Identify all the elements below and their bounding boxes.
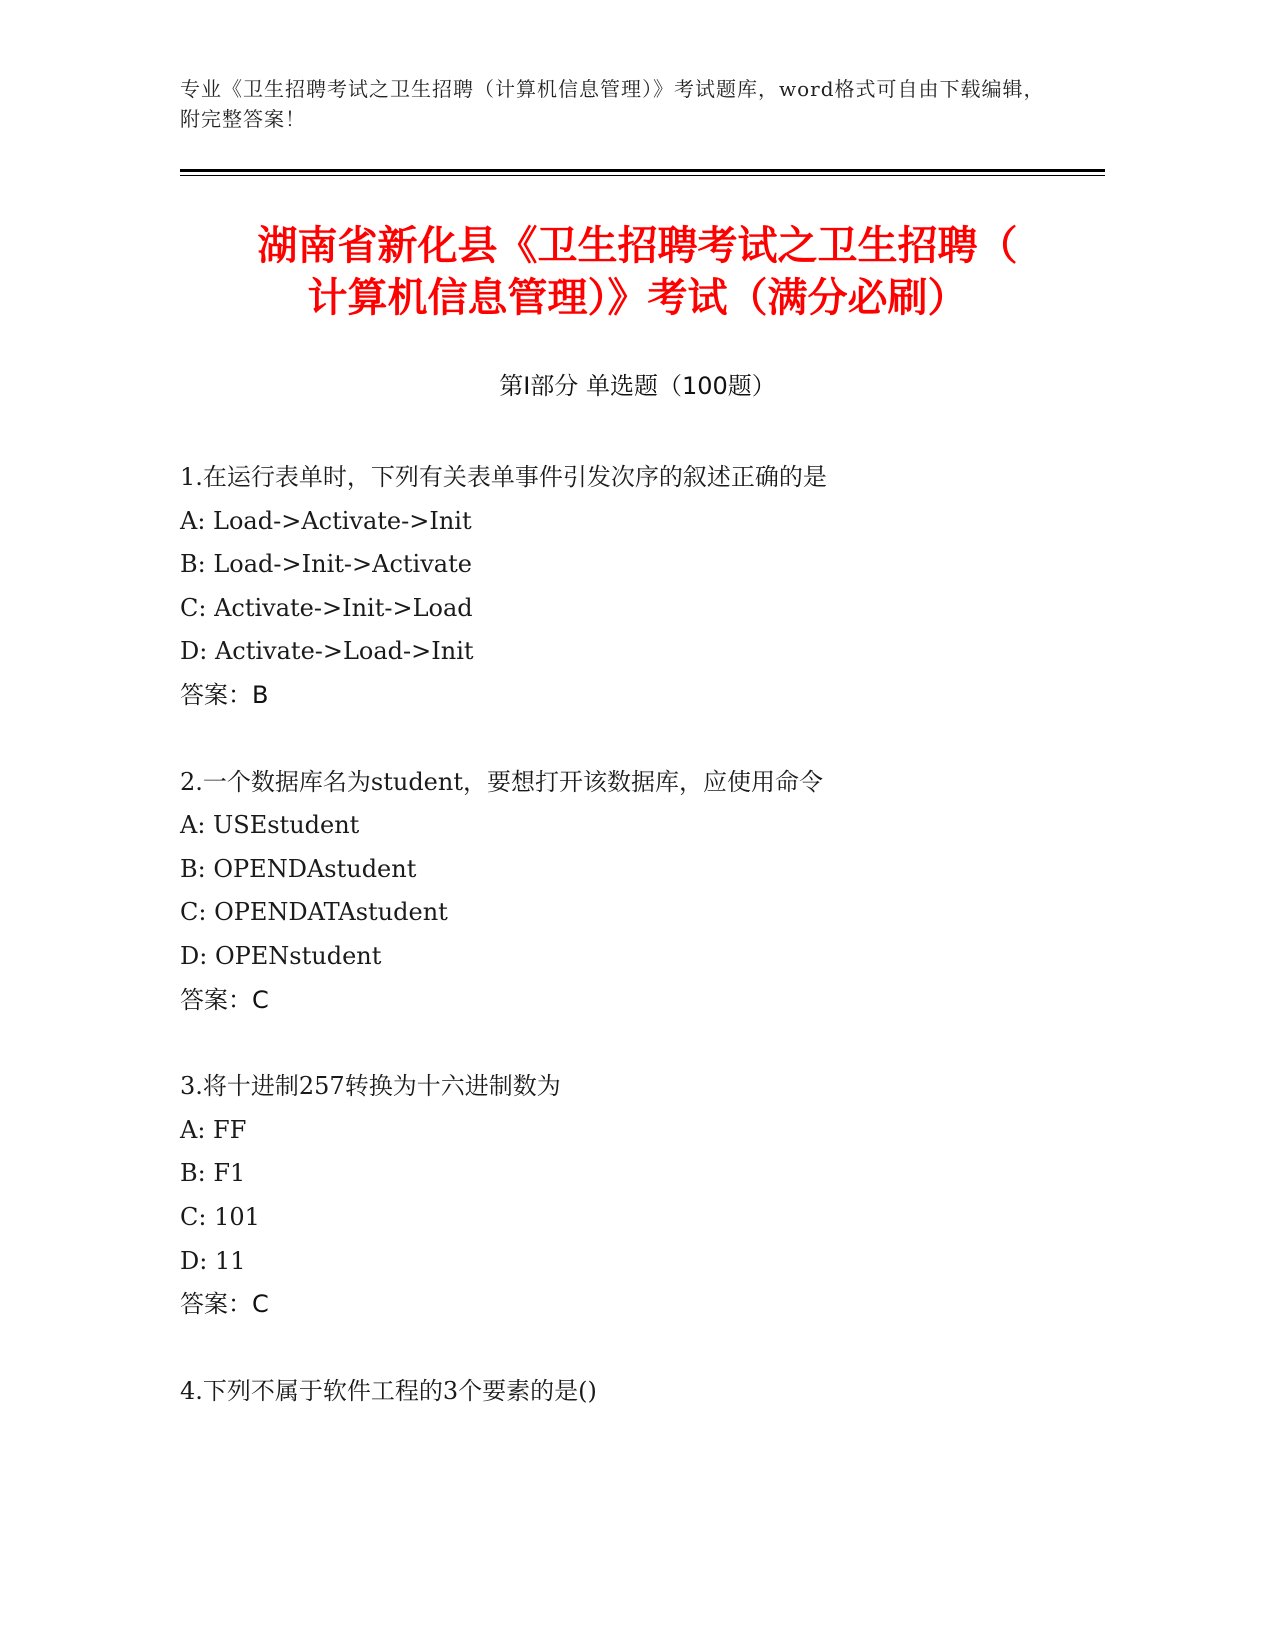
question-stem: 2.一个数据库名为student，要想打开该数据库，应使用命令: [180, 767, 823, 796]
question-stem: 4.下列不属于软件工程的3个要素的是(): [180, 1376, 597, 1405]
header-divider-thick: [180, 169, 1105, 172]
answer-line: 答案：B: [180, 680, 269, 709]
option-a: A: Load->Activate->Init: [180, 506, 472, 535]
option-d: D: OPENstudent: [180, 941, 382, 970]
option-c: C: Activate->Init->Load: [180, 593, 473, 622]
document-title: [150, 220, 1125, 324]
header-divider-thin: [180, 175, 1105, 176]
option-b: B: OPENDAstudent: [180, 854, 417, 883]
question-4: [180, 1370, 1100, 1414]
document-title-line-1: 湖南省新化县《卫生招聘考试之卫生招聘（: [257, 223, 1018, 269]
header-note: 专业《卫生招聘考试之卫生招聘（计算机信息管理）》考试题库，word格式可自由下载编辑，附完整答案！: [180, 77, 1045, 131]
option-c: C: OPENDATAstudent: [180, 898, 448, 927]
option-b: B: F1: [180, 1159, 246, 1188]
answer-line: 答案：C: [180, 985, 269, 1014]
question-stem: 3.将十进制257转换为十六进制数为: [180, 1072, 561, 1101]
question-stem: 1.在运行表单时，下列有关表单事件引发次序的叙述正确的是: [180, 463, 827, 491]
option-a: A: FF: [180, 1115, 247, 1144]
answer-line: 答案：C: [180, 1290, 269, 1319]
question-2: [180, 761, 1100, 1023]
option-c: C: 101: [180, 1202, 260, 1231]
option-a: A: USEstudent: [180, 811, 360, 840]
document-title-line-2: 计算机信息管理）》考试（满分必刷）: [307, 275, 968, 321]
question-1: [180, 456, 1100, 718]
question-3: [180, 1065, 1100, 1327]
question-list: [180, 456, 1100, 1456]
option-d: D: 11: [180, 1246, 246, 1275]
option-b: B: Load->Init->Activate: [180, 550, 472, 579]
option-d: D: Activate->Load->Init: [180, 637, 474, 666]
section-title: 第Ⅰ部分 单选题（100题）: [499, 372, 776, 400]
